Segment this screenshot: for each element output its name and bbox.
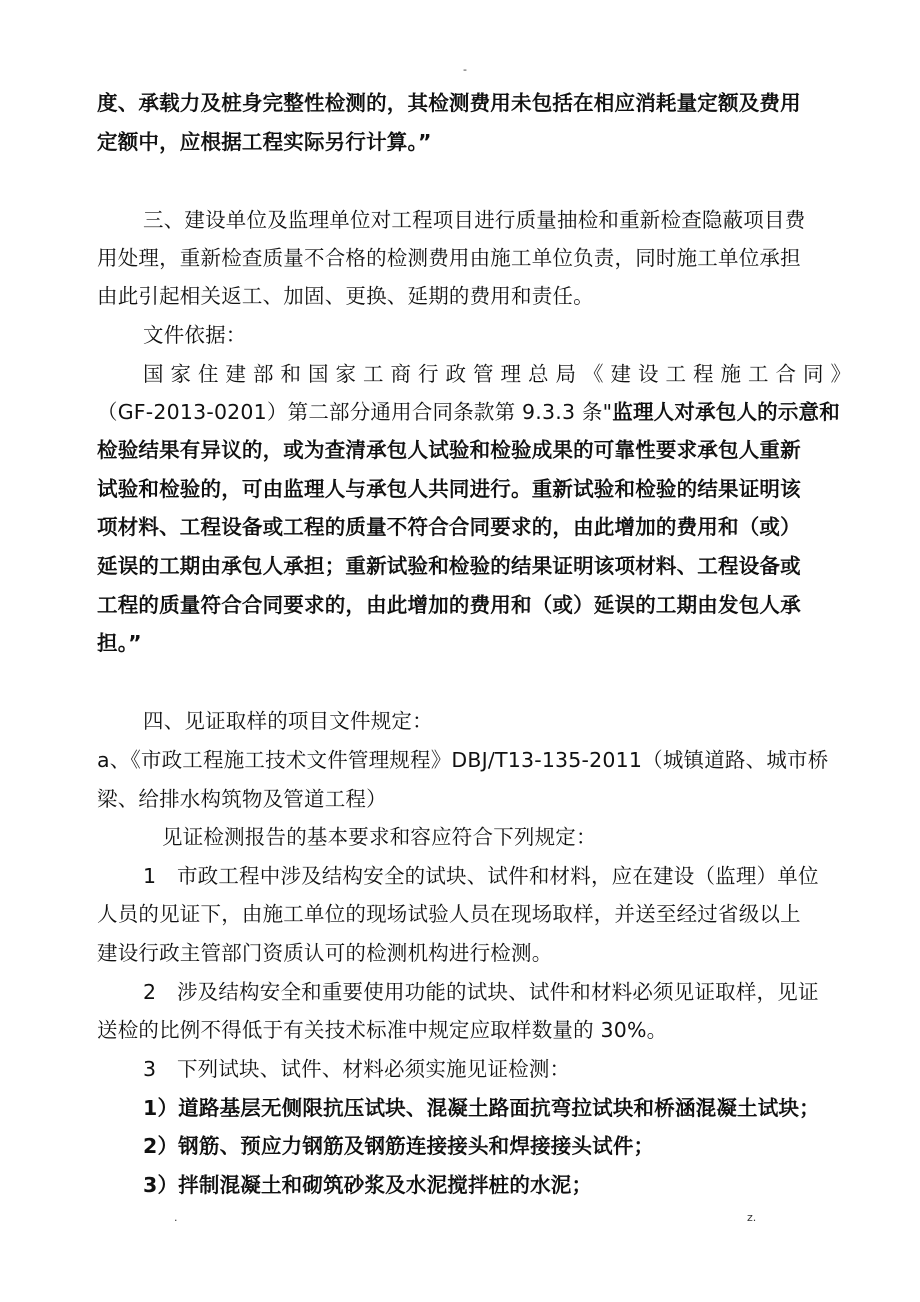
list-item: 2 涉及结构安全和重要使用功能的试块、试件和材料必须见证取样，见证: [143, 980, 819, 1004]
list-item: 3 下列试块、试件、材料必须实施见证检测：: [143, 1057, 571, 1081]
paragraph-line: 人员的见证下，由施工单位的现场试验人员在现场取样，并送至经过省级以上: [97, 902, 801, 926]
paragraph-line: 检验结果有异议的，或为查清承包人试验和检验成果的可靠性要求承包人重新: [97, 438, 801, 462]
paragraph-line: 三、建设单位及监理单位对工程项目进行质量抽检和重新检查隐蔽项目费: [143, 208, 806, 232]
list-item: 1 市政工程中涉及结构安全的试块、试件和材料，应在建设（监理）单位: [143, 864, 819, 888]
paragraph-line: 项材料、工程设备或工程的质量不符合合同要求的，由此增加的费用和（或）: [97, 515, 801, 539]
paragraph-line: [97, 397, 840, 427]
quoted-text: 监理人对承包人的示意和: [612, 400, 840, 424]
footer-mark-right: z.: [747, 1211, 757, 1224]
paragraph-line: 工程的质量符合合同要求的，由此增加的费用和（或）延误的工期由发包人承: [97, 593, 801, 617]
paragraph-line: 建设行政主管部门资质认可的检测机构进行检测。: [97, 941, 553, 965]
paragraph-line: 由此引起相关返工、加固、更换、延期的费用和责任。: [97, 284, 594, 308]
paragraph-line: 试验和检验的，可由监理人与承包人共同进行。重新试验和检验的结果证明该: [97, 477, 801, 501]
paragraph-line: 延误的工期由承包人承担；重新试验和检验的结果证明该项材料、工程设备或: [97, 554, 801, 578]
paragraph-line: 担。”: [97, 631, 142, 655]
paragraph-line: 国家住建部和国家工商行政管理总局《建设工程施工合同》: [143, 362, 858, 386]
list-item: 1）道路基层无侧限抗压试块、混凝土路面抗弯拉试块和桥涵混凝土试块；: [143, 1096, 820, 1120]
list-item: 2）钢筋、预应力钢筋及钢筋连接接头和焊接接头试件；: [143, 1134, 655, 1158]
list-item: 3）拌制混凝土和砌筑砂浆及水泥搅拌桩的水泥；: [143, 1173, 593, 1197]
header-mark: -: [463, 63, 467, 76]
paragraph-line: 见证检测报告的基本要求和容应符合下列规定：: [162, 825, 597, 849]
section-label: 文件依据：: [143, 323, 247, 347]
paragraph-line: 梁、给排水构筑物及管道工程）: [97, 787, 387, 811]
paragraph-line: 度、承载力及桩身完整性检测的，其检测费用未包括在相应消耗量定额及费用: [97, 91, 801, 115]
paragraph-line: 送检的比例不得低于有关技术标准中规定应取样数量的 30%。: [97, 1018, 668, 1042]
paragraph-line: a、《市政工程施工技术文件管理规程》DBJ/T13-135-2011（城镇道路、城市桥: [97, 748, 829, 772]
paragraph-line: 定额中，应根据工程实际另行计算。”: [97, 130, 432, 154]
section-heading: 四、见证取样的项目文件规定：: [143, 709, 433, 733]
footer-mark-left: .: [174, 1211, 178, 1224]
paragraph-line: 用处理，重新检查质量不合格的检测费用由施工单位负责，同时施工单位承担: [97, 246, 801, 270]
contract-reference: （GF-2013-0201）第二部分通用合同条款第 9.3.3 条": [97, 400, 613, 424]
